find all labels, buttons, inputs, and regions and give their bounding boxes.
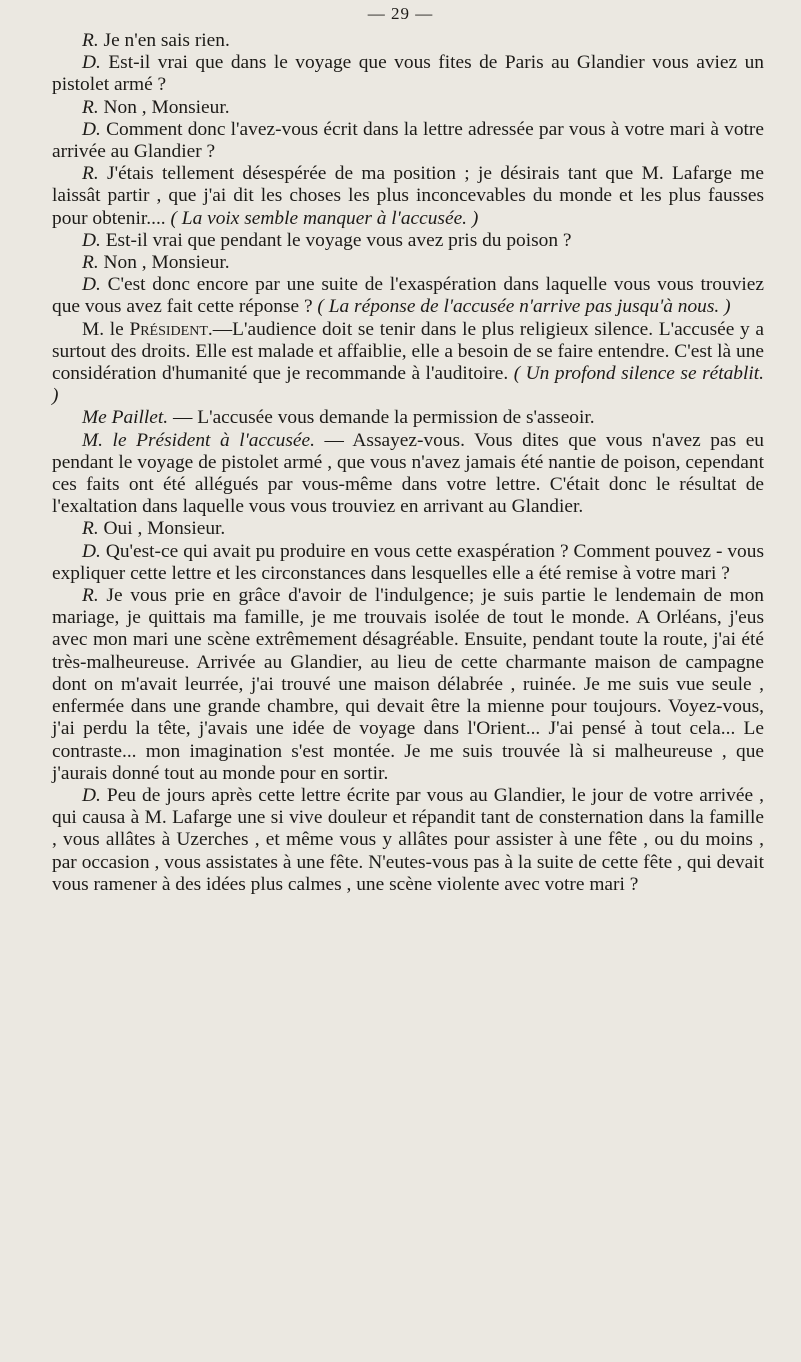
paragraph: D. C'est donc encore par une suite de l'exaspération dans laquelle vous vous trouviez que vous avez fait cette réponse ? ( La réponse de l'accusée n'arrive pas jusqu'à nous. ) [52,274,764,318]
paragraph: R. J'étais tellement désespérée de ma position ; je désirais tant que M. Lafarge me laissât partir , que j'ai dit les choses les plus inconcevables du monde et les plus fausses pour obtenir.... ( La voix semble manquer à l'accusée. ) [52,163,764,229]
stage-direction: ( La réponse de l'accusée n'arrive pas jusqu'à nous. ) [317,296,731,318]
paragraph: M. le Président.—L'audience doit se tenir dans le plus religieux silence. L'accusée y a surtout des droits. Elle est malade et affaiblie, elle a besoin de se faire entendre. C'est là une considération d'humanité que je recommande à l'auditoire. ( Un profond silence se rétablit. ) [52,318,765,407]
paragraph: R. Je n'en sais rien. [82,30,230,51]
paragraph: R. Non , Monsieur. [82,96,230,118]
paragraph: M. le Président à l'accusée. — Assayez-vous. Vous dites que vous n'avez pas eu pendant le voyage de pistolet armé , que vous n'avez jamais été nantie de poison, cependant ces faits ont été allégués par vous-même dans votre lettre. C'était donc le résultat de l'exaltation dans laquelle vous vous trouviez en arrivant au Glandier. [52,429,764,518]
stage-direction: ( La voix semble manquer à l'accusée. ) [170,207,479,229]
paragraph: D. Peu de jours après cette lettre écrite par vous au Glandier, le jour de votre arrivée , qui causa à M. Lafarge une si vive douleur et répandit tant de consternation dans la famille , vous allâtes à Uzerches , et même vous y allâtes pour assister à une fête , ou du moins , par occasion , vous assistates à une fête. N'eutes-vous pas à la suite de cette fête , qui devait vous ramener à des idées plus calmes , une scène violente avec votre mari ? [52,784,764,895]
paragraph: Me Paillet. — L'accusée vous demande la permission de s'asseoir. [82,407,595,429]
paragraph: R. Je vous prie en grâce d'avoir de l'indulgence; je suis partie le lendemain de mon mariage, je quittais ma famille, je me trouvais isolée de tout le monde. A Orléans, j'eus avec mon mari une scène extrêmement désagréable. Ensuite, pendant toute la route, j'ai été très-malheureuse. Arrivée au Glandier, au lieu de cette charmante maison de campagne dont on m'avait leurrée, j'ai trouvé une maison délabrée , ruinée. Je me suis vue seule , enfermée dans une grande chambre, qui devait être la mienne pour toujours. Voyez-vous, j'ai perdu la tête, j'avais une idée de voyage dans l'Orient... J'ai pensé à tout cela... Le contraste... mon imagination s'est montée. Je me suis trouvée là si malheureuse , que j'aurais donné tout au monde pour en sortir. [52,585,764,784]
paragraph: R. Oui , Monsieur. [82,518,226,540]
paragraph: D. Est-il vrai que pendant le voyage vous avez pris du poison ? [82,229,572,251]
stage-direction: ( Un profond silence se rétablit. ) [52,363,765,407]
paragraph: D. Est-il vrai que dans le voyage que vous fites de Paris au Glandier vous aviez un pistolet armé ? [52,52,764,96]
paragraph: R. Non , Monsieur. [82,252,230,274]
page-body [52,30,764,896]
paragraph: D. Comment donc l'avez-vous écrit dans la lettre adressée par vous à votre mari à votre arrivée au Glandier ? [52,118,764,163]
page-number: — 29 — [367,4,434,23]
paragraph: D. Qu'est-ce qui avait pu produire en vous cette exaspération ? Comment pouvez - vous expliquer cette lettre et les circonstances dans lesquelles elle a été remise à votre mari ? [52,540,764,584]
